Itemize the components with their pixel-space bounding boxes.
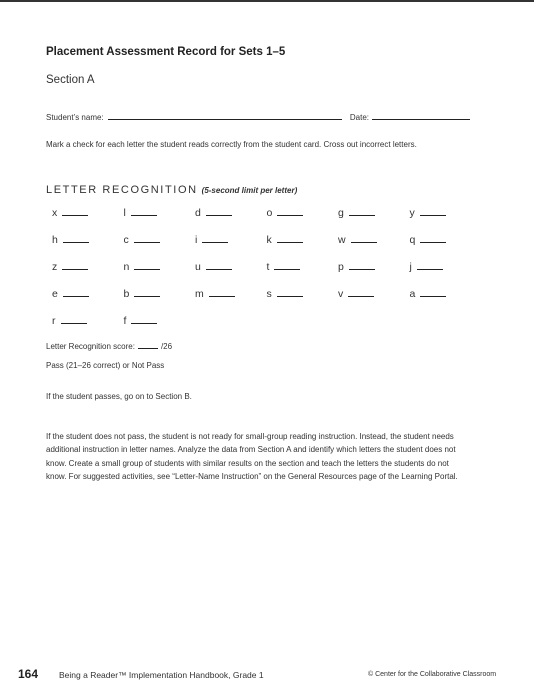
letter-text: f [123, 315, 127, 327]
letter-item [52, 288, 89, 300]
letter-check-blank [420, 215, 446, 216]
book-title: Being a Reader™ Implementation Handbook, Grade 1 [59, 670, 264, 680]
letter-text: p [338, 261, 344, 273]
letter-check-blank [63, 296, 89, 297]
letter-text: h [52, 234, 58, 246]
letter-item [267, 234, 303, 246]
letter-item [338, 261, 375, 273]
heading-text: LETTER RECOGNITION [46, 184, 198, 196]
letter-check-blank [63, 242, 89, 243]
heading-note: (5-second limit per letter) [201, 186, 298, 195]
letter-item [52, 315, 87, 327]
letter-item [267, 288, 303, 300]
letter-check-blank [134, 296, 160, 297]
letter-text: j [409, 261, 412, 273]
letter-check-blank [131, 323, 157, 324]
letter-item [338, 207, 375, 219]
letter-check-blank [277, 242, 303, 243]
letter-check-blank [206, 269, 232, 270]
letter-item [124, 315, 158, 327]
letter-check-blank [420, 242, 446, 243]
letter-item [410, 261, 443, 273]
letter-item [124, 261, 161, 273]
letter-check-blank [134, 269, 160, 270]
letter-check-blank [62, 269, 88, 270]
date-blank [372, 119, 470, 120]
letter-item [52, 261, 88, 273]
copyright: © Center for the Collaborative Classroom [368, 671, 497, 678]
letter-text: z [52, 261, 58, 273]
letter-check-blank [277, 215, 303, 216]
letter-item [410, 234, 447, 246]
letter-check-blank [209, 296, 235, 297]
letter-text: m [195, 288, 204, 300]
letter-check-blank [417, 269, 443, 270]
student-name-blank [108, 119, 342, 120]
letter-text: a [409, 288, 416, 300]
letter-check-blank [349, 269, 375, 270]
letter-check-blank [348, 296, 374, 297]
letter-check-blank [274, 269, 300, 270]
letter-text: s [266, 288, 272, 300]
score-label: Letter Recognition score: [46, 342, 135, 351]
letter-check-blank [62, 215, 88, 216]
letter-item [338, 288, 374, 300]
letter-check-blank [134, 242, 160, 243]
letter-text: y [409, 207, 415, 219]
letter-text: w [338, 234, 346, 246]
letter-text: d [195, 207, 201, 219]
letter-text: l [123, 207, 126, 219]
letter-text: b [123, 288, 130, 300]
letter-text: e [52, 288, 58, 300]
letter-item [52, 234, 89, 246]
instructions: Mark a check for each letter the student reads correctly from the student card. Cross out incorrect letters. [46, 140, 417, 149]
date-label: Date: [349, 113, 370, 122]
letter-text: g [338, 207, 344, 219]
pass-criteria: Pass (21–26 correct) or Not Pass [46, 361, 165, 370]
letter-text: n [123, 261, 130, 273]
letter-item [124, 288, 161, 300]
letter-check-blank [349, 215, 375, 216]
letter-text: o [266, 207, 273, 219]
letter-item [410, 207, 446, 219]
letter-item [124, 234, 160, 246]
letter-check-blank [61, 323, 87, 324]
letter-check-blank [206, 215, 232, 216]
not-pass-instruction: If the student does not pass, the student is not ready for small-group reading instruction. Instead, the student needs additional instruction in letter names. Analyze the data from Section A and identify which letters the student does not know. Create a small group of students with similar results on the section and teach the letters the students do not know. For suggested activities, see “Letter-Name Instruction” on the General Resources page of the Learning Portal. [46, 432, 458, 482]
student-name-label: Student’s name: [46, 113, 104, 122]
letter-text: i [195, 234, 198, 246]
letter-text: t [266, 261, 270, 273]
letter-text: r [52, 315, 56, 327]
letter-item [195, 207, 232, 219]
student-info-row [46, 113, 470, 122]
letter-item [124, 207, 157, 219]
letter-check-blank [351, 242, 377, 243]
letter-item [338, 234, 377, 246]
score-total: /26 [160, 342, 173, 351]
score-blank [138, 348, 158, 349]
letter-recognition-heading [46, 184, 297, 196]
letter-item [267, 261, 301, 273]
pass-instruction: If the student passes, go on to Section B. [46, 392, 192, 401]
letter-item [52, 207, 88, 219]
top-rule [0, 0, 534, 2]
letter-check-blank [277, 296, 303, 297]
letter-item [195, 261, 232, 273]
letter-item [267, 207, 304, 219]
letter-item [195, 288, 235, 300]
section-label: Section A [46, 74, 95, 86]
letter-check-blank [131, 215, 157, 216]
letter-text: k [266, 234, 272, 246]
letter-check-blank [420, 296, 446, 297]
score-row [46, 342, 172, 351]
letter-item [195, 234, 228, 246]
letter-text: v [338, 288, 344, 300]
letter-text: c [123, 234, 129, 246]
page-number: 164 [18, 667, 39, 681]
letter-text: x [52, 207, 58, 219]
letter-check-blank [202, 242, 228, 243]
letter-item [410, 288, 447, 300]
letter-text: q [409, 234, 416, 246]
page-title: Placement Assessment Record for Sets 1–5 [46, 46, 286, 58]
letter-text: u [195, 261, 201, 273]
